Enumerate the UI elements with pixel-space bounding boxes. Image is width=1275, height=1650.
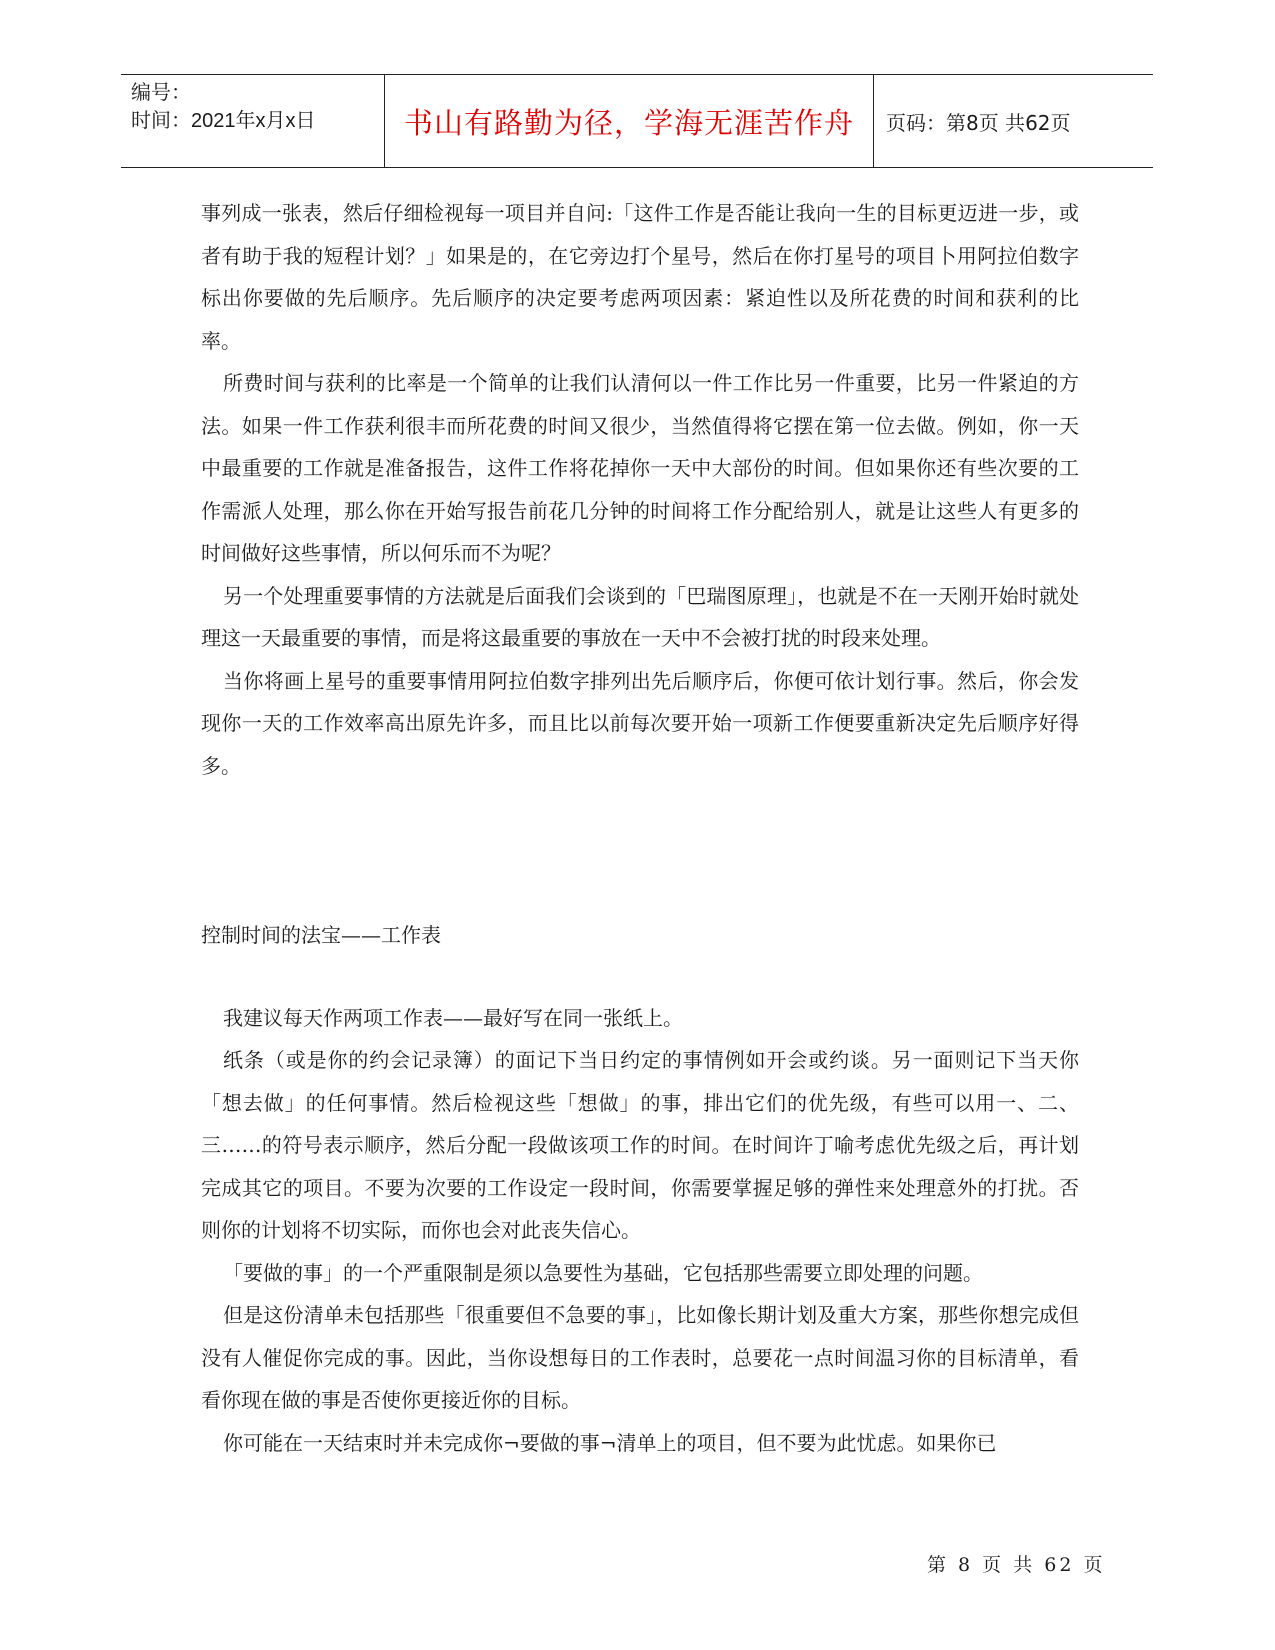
paragraph: 纸条（或是你的约会记录簿）的面记下当日约定的事情例如开会或约谈。另一面则记下当天你「想去做」的任何事情。然后检视这些「想做」的事，排出它们的优先级，有些可以用一、二、三……的符号表示顺序，然后分配一段做该项工作的时间。在时间许丁喻考虑优先级之后，再计划完成其它的项目。不要为次要的工作设定一段时间，你需要掌握足够的弹性来处理意外的打扰。否则你的计划将不切实际，而你也会对此丧失信心。: [201, 1048, 1079, 1242]
section-heading: 控制时间的法宝——工作表: [201, 923, 441, 947]
paragraph: 另一个处理重要事情的方法就是后面我们会谈到的「巴瑞图原理」，也就是不在一天刚开始时就处理这一天最重要的事情，而是将这最重要的事放在一天中不会被打扰的时段来处理。: [201, 583, 1079, 650]
paragraph: 当你将画上星号的重要事情用阿拉伯数字排列出先后顺序后，你便可依计划行事。然后，你会发现你一天的工作效率高出原先许多，而且比以前每次要开始一项新工作便要重新决定先后顺序好得多。: [201, 668, 1079, 778]
spacer: [201, 957, 1079, 997]
paragraph: 你可能在一天结束时并未完成你¬要做的事¬清单上的项目，但不要为此忧虑。如果你已: [223, 1430, 997, 1455]
serial-label: 编号：: [131, 82, 191, 104]
paragraph: 事列成一张表，然后仔细检视每一项目并自问:「这件工作是否能让我向一生的目标更迈进一步，或者有助于我的短程计划？」如果是的，在它旁边打个星号，然后在你打星号的项目卜用阿拉伯数字标出你要做的先后顺序。先后顺序的决定要考虑两项因素：紧迫性以及所花费的时间和获利的比率。: [201, 201, 1079, 353]
paragraph: 我建议每天作两项工作表——最好写在同一张纸上。: [223, 1005, 683, 1030]
header-meta: [121, 75, 385, 167]
paragraph: 但是这份清单未包括那些「很重要但不急要的事」，比如像长期计划及重大方案，那些你想完成但没有人催促你完成的事。因此，当你设想每日的工作表时，总要花一点时间温习你的目标清单，看看你现在做的事是否使你更接近你的目标。: [201, 1303, 1079, 1412]
paragraph: 「要做的事」的一个严重限制是须以急要性为基础，它包括那些需要立即处理的问题。: [223, 1260, 983, 1285]
paragraph: 所费时间与获利的比率是一个简单的让我们认清何以一件工作比另一件重要，比另一件紧迫的方法。如果一件工作获利很丰而所花费的时间又很少，当然值得将它摆在第一位去做。例如，你一天中最重要的工作就是准备报告，这件工作将花掉你一天中大部份的时间。但如果你还有些次要的工作需派人处理，那么你在开始写报告前花几分钟的时间将工作分配给别人，就是让这些人有更多的时间做好这些事情，所以何乐而不为呢？: [201, 371, 1079, 565]
document-body: [201, 192, 1079, 1464]
document-header: [121, 74, 1153, 168]
page-footer-number: 第 8 页 共 62 页: [927, 1554, 1106, 1576]
spacer: [201, 787, 1079, 914]
header-page-info: 页码：第8页 共62页: [886, 110, 1071, 135]
date-label: 时间：2021年x月x日: [131, 110, 316, 132]
header-motto: 书山有路勤为径，学海无涯苦作舟: [385, 75, 874, 167]
